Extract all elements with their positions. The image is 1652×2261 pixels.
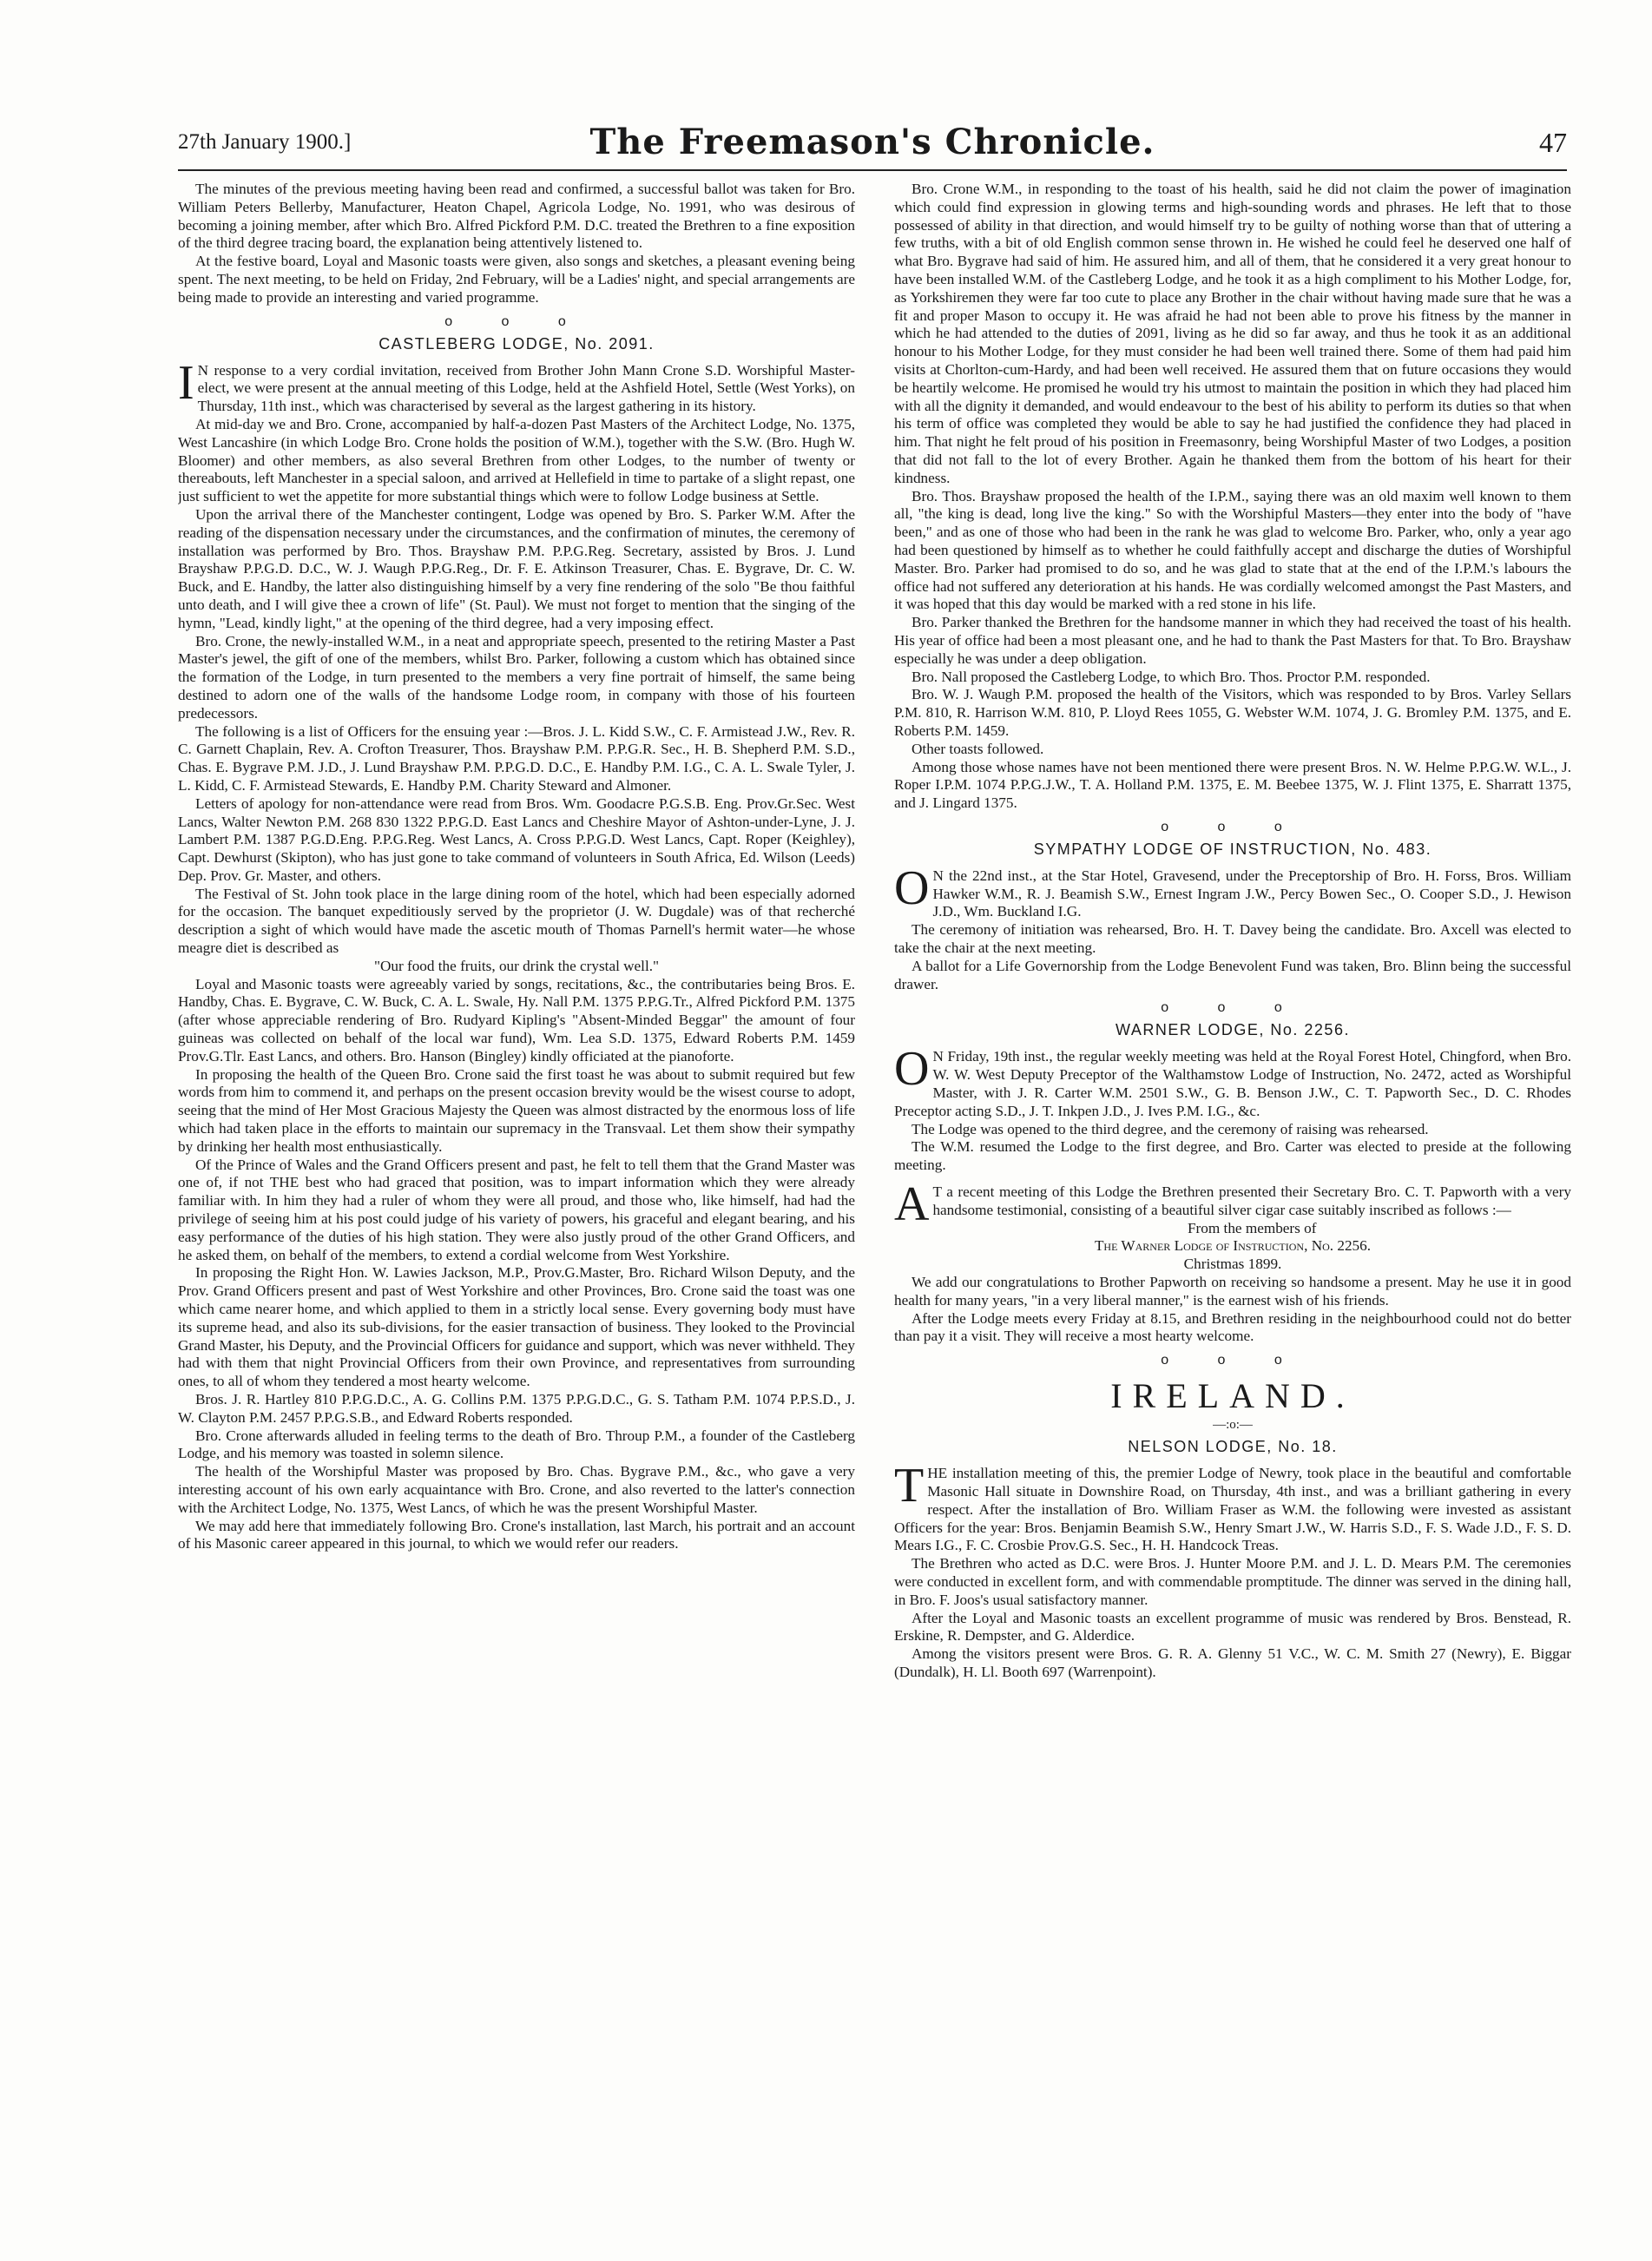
paragraph: Other toasts followed. (912, 740, 1044, 757)
section-separator: o o o (1161, 1353, 1305, 1368)
page-number: 47 (1539, 127, 1567, 158)
paragraph: Bro. Thos. Brayshaw proposed the health of the I.P.M., saying there was an old maxim well known to them all, "the king is dead, long live the king." So with the Worshipful Masters—they enter into the body of "have been," and as one of those who had been in the rank he was glad to welcome Bro. Parker, who, only a year ago had been questioned by himself as to whether he could faithfully accept and discharge the duties of Worshipful Master. Bro. Parker had promised to do so, and he was glad to state that at the end of the I.P.M.'s labours the office had not suffered any deterioration at his hands. He was cordially welcomed amongst the Past Masters, and it was hoped that this day would be marked with a red stone in his life. (894, 487, 1571, 613)
paragraph: After the Loyal and Masonic toasts an excellent programme of music was rendered by Bros. Benstead, R. Erskine, R. Dempster, and G. Alderdice. (894, 1609, 1571, 1645)
paragraph: The W.M. resumed the Lodge to the first degree, and Bro. Carter was elected to preside at the following meeting. (894, 1138, 1571, 1174)
drop-cap: T (894, 1459, 925, 1513)
paragraph: A T a recent meeting of this Lodge the Brethren presented their Secretary Bro. C. T. Papworth with a very handsome testimonial, consisting of a beautiful silver cigar case suitably inscribed as follows :— (894, 1177, 1571, 1232)
paragraph: Bro. Parker thanked the Brethren for the handsome manner in which they had received the toast of his health. His year of office had been a most pleasant one, and he had to thank the Past Masters for that. To Bro. Brayshaw especially he was under a deep obligation. (894, 614, 1571, 667)
paragraph: The following is a list of Officers for the ensuing year :—Bros. J. L. Kidd S.W., C. F. Armistead J.W., Rev. R. C. Garnett Chaplain, Rev. A. Crofton Treasurer, Thos. Brayshaw P.M. P.P.G.R. Sec., H. B. Shepherd P.M. S.D., Chas. E. Bygrave P.M. J.D., J. Lund Brayshaw P.M. P.P.G.D. D.C., E. Handby P.M. I.G., C. A. L. Swale Tyler, J. L. Kidd, C. F. Armistead Stewards, E. Handby P.M. Charity Steward and Almoner. (178, 722, 855, 794)
paragraph: In proposing the Right Hon. W. Lawies Jackson, M.P., Prov.G.Master, Bro. Richard Wilson Deputy, and the Prov. Grand Officers present and past of West Yorkshire and other Provinces, Bro. Crone said the toast was one which came nearer home, and which applied to them in a strictly local sense. Every governing body must have its supreme head, and also its sub-divisions, for the easier transaction of business. They looked to the Provincial Grand Master, his Deputy, and the Provincial Officers for guidance and support, which was never withheld. They had with them that night Provincial Officers from their own Province, and representatives from surrounding ones, to all of whom they tendered a most hearty welcome. (178, 1264, 855, 1390)
paragraph: The minutes of the previous meeting having been read and confirmed, a successful ballot was taken for Bro. William Peters Bellerby, Manufacturer, Heaton Chapel, Agricola Lodge, No. 1991, who was desirous of becoming a joining member, after which Bro. Alfred Pickford P.M. D.C. treated the Brethren to a fine exposition of the third degree tracing board, the explanation being attentively listened to. (178, 181, 855, 252)
sympathy-lodge-heading: SYMPATHY LODGE OF INSTRUCTION, No. 483. (1033, 840, 1432, 858)
paragraph: Bros. J. R. Hartley 810 P.P.G.D.C., A. G. Collins P.M. 1375 P.P.G.D.C., G. S. Tatham P.M. 1074 P.P.S.D., J. W. Clayton P.M. 2457 P.P.G.S.B., and Edward Roberts responded. (178, 1391, 855, 1426)
paragraph: THE installation meeting of this, the premier Lodge of Newry, took place in the beautiful and comfortable Masonic Hall situate in Downshire Road, on Thursday, 4th inst., and was a brilliant gathering in every respect. After the installation of Bro. William Fraser as W.M. the following were invested as assistant Officers for the year: Bros. Benjamin Beamish S.W., Henry Smart J.W., W. Harris S.D., F. S. Wade J.D., F. S. D. Mears I.G., F. C. Crosbie Prov.G.S. Sec., H. H. Handcock Treas. (894, 1459, 1571, 1554)
paragraph: The Brethren who acted as D.C. were Bros. J. Hunter Moore P.M. and J. L. D. Mears P.M. The ceremonies were conducted in excellent form, and with commendable promptitude. The dinner was served in the dining hall, in Bro. F. Joos's usual satisfactory manner. (894, 1555, 1571, 1608)
paragraph: Bro. Crone, the newly-installed W.M., in a neat and appropriate speech, presented to the retiring Master a Past Master's jewel, the gift of one of the members, whilst Bro. Parker, following a custom which has obtained since the formation of the Lodge, in turn presented to the members a very fine portrait of himself, the same being destined to adorn one of the walls of the handsome Lodge room, in company with those of his fourteen predecessors. (178, 632, 855, 722)
paragraph: We add our congratulations to Brother Papworth on receiving so handsome a present. May he use it in good health for many years, "in a very liberal manner," is the earnest wish of his friends. (894, 1274, 1571, 1308)
drop-cap: O (894, 1042, 930, 1097)
section-separator: o o o (1161, 819, 1305, 834)
paragraph: O N Friday, 19th inst., the regular weekly meeting was held at the Royal Forest Hotel, Chingford, when Bro. W. W. West Deputy Preceptor of the Walthamstow Lodge of Instruction, No. 2472, acted as Worshipful Master, with J. R. Carter W.M. 2501 S.W., G. B. Benson J.W., C. T. Papworth Sec., D. C. Rhodes Preceptor acting S.D., J. T. Inkpen J.D., J. Ives P.M. I.G., &c. (894, 1042, 1571, 1119)
paragraph: At the festive board, Loyal and Masonic toasts were given, also songs and sketches, a pleasant evening being spent. The next meeting, to be held on Friday, 2nd February, will be a Ladies' night, and special arrangements are being made to provide an interesting and varied programme. (178, 253, 855, 306)
paragraph: Upon the arrival there of the Manchester contingent, Lodge was opened by Bro. S. Parker W.M. After the reading of the dispensation necessary under the circumstances, and the confirmation of minutes, the ceremony of installation was performed by Bro. Thos. Brayshaw P.M. P.P.G.Reg. Secretary, assisted by Bros. J. Lund Brayshaw P.P.G.D. D.C., W. J. Waugh P.P.G.Reg., Dr. F. E. Atkinson Treasurer, Chas. E. Bygrave, Dr. C. W. Buck, and E. Handby, the latter also distinguishing himself by a very fine rendering of the solo "Be thou faithful unto death, and I will give thee a crown of life" (St. Paul). We must not forget to mention that the singing of the hymn, "Lead, kindly light," at the opening of the third degree, had a very imposing effect. (178, 505, 855, 631)
paragraph: Of the Prince of Wales and the Grand Officers present and past, he felt to tell them that the Grand Master was one of, if not THE best who had graced that position, was to impart information which they were already familiar with. In him they had a ruler of whom they were all proud, and those who, like himself, had had the privilege of seeing him at his post could judge of his variety of powers, his graceful and elegant bearing, and his easy performance of the duties of his high station. They were also justly proud of the other Grand Officers, and he asked them, on behalf of the members, to extend a cordial welcome from West Yorkshire. (178, 1156, 855, 1263)
right-column (894, 181, 1571, 2247)
ornament-divider: —:o:— (1213, 1418, 1253, 1433)
paragraph: After the Lodge meets every Friday at 8.15, and Brethren residing in the neighbourhood could not do better than pay it a visit. They will receive a most hearty welcome. (894, 1309, 1571, 1345)
section-separator: o o o (444, 313, 589, 329)
paragraph: Bro. Crone W.M., in responding to the toast of his health, said he did not claim the power of imagination which could find expression in glowing terms and high-sounding words and phrases. He left that to those possessed of ability in that direction, and would himself try to be guilty of nothing worse than that of uttering a few truths, with a bit of old English common sense thrown in. He wished he could feel he deserved one half of what Bro. Bygrave had said of him. He assured him, and all of them, that he considered it a very great honour to have been installed W.M. of the Castleberg Lodge, and he took it as a high compliment to his Mother Lodge, for, as Yorkshiremen they were far too cute to place any Brother in the chair without having made sure that he was a fit and proper Mason to occupy it. He was afraid he had not been able to prove his fitness by the manner in which he had attended to the duties of 2091, living as he did so far away, and thus he took it as an additional honour to his Mother Lodge, for they must consider he had been well trained there. Some of them had paid him visits at Chorlton-cum-Hardy, and had been well received. He assured them that on future occasions they would be heartily welcome. He promised he would try his utmost to maintain the position in which they had placed him with all the dignity it demanded, and would endeavour to the best of his ability to perform its duties so that when his term of office was completed they would be able to say he had justified the confidence they had placed in him. That night he felt proud of his position in Freemasonry, being Worshipful Master of two Lodges, a position that did not fall to the lot of every Brother. Again he thanked them from the bottom of his heart for their kindness. (894, 181, 1571, 486)
paragraph: The health of the Worshipful Master was proposed by Bro. Chas. Bygrave P.M., &c., who gave a very interesting account of his own early acquaintance with Bro. Crone, and also reverted to the latter's connection with the Architect Lodge, No. 1375, West Lancs, of which he was the present Worshipful Master. (178, 1463, 855, 1516)
paragraph: O N the 22nd inst., at the Star Hotel, Gravesend, under the Preceptorship of Bro. H. Forss, Bros. William Hawker W.M., R. J. Beamish S.W., Ernest Ingram J.W., Percy Bowen Sec., O. Cooper S.D., J. Hewison J.D., Wm. Buckland I.G. (894, 860, 1571, 920)
paragraph: At mid-day we and Bro. Crone, accompanied by half-a-dozen Past Masters of the Architect Lodge, No. 1375, West Lancashire (in which Lodge Bro. Crone holds the position of W.M.), together with the S.W. (Bro. Hugh W. Bloomer) and other members, as also several Brethren from other Lodges, to the number of twenty or thereabouts, left Manchester in a special saloon, and arrived at Hellefield in time to partake of a slight repast, one just sufficient to wet the appetite for more substantial things which were to follow Lodge business at Settle. (178, 415, 855, 505)
paragraph: Bro. Crone afterwards alluded in feeling terms to the death of Bro. Throup P.M., a founder of the Castleberg Lodge, and his memory was toasted in solemn silence. (178, 1427, 855, 1462)
section-separator: o o o (1161, 1000, 1305, 1016)
paragraph: Letters of apology for non-attendance were read from Bros. Wm. Goodacre P.G.S.B. Eng. Prov.Gr.Sec. West Lancs, Walter Newton P.M. 268 830 1322 P.P.G.D. East Lancs and Cheshire Mayor of Ashton-under-Lyne, J. J. Lambert P.M. 1387 P.G.D.Eng. P.P.G.Reg. West Lancs, A. Cross P.P.G.D. West Lancs, Capt. Roper (Keighley), Capt. Dewhurst (Skipton), who has just gone to take command of volunteers in South Africa, Ed. Wilson (Leeds) Dep. Prov. Gr. Master, and others. (178, 794, 855, 884)
paragraph: A ballot for a Life Governorship from the Lodge Benevolent Fund was taken, Bro. Blinn being the successful drawer. (894, 957, 1571, 992)
paragraph: Bro. W. J. Waugh P.M. proposed the health of the Visitors, which was responded to by Bros. Varley Sellars P.M. 810, R. Harrison W.M. 810, P. Lloyd Rees 1055, G. Webster W.M. 1074, J. G. Bromley P.M. 1375, and E. Roberts P.M. 1459. (894, 686, 1571, 739)
drop-cap: I (178, 355, 194, 410)
paragraph: The Lodge was opened to the third degree, and the ceremony of raising was rehearsed. (912, 1120, 1429, 1137)
publication-title: The Freemason's Chronicle. (589, 122, 1155, 162)
drop-cap: O (894, 860, 930, 915)
header-rule (178, 169, 1567, 171)
left-column (178, 181, 855, 2247)
nelson-lodge-heading: NELSON LODGE, No. 18. (1128, 1438, 1338, 1456)
inscription-line: Christmas 1899. (1183, 1256, 1282, 1273)
inscription-line: The Warner Lodge of Instruction, No. 2256. (1094, 1237, 1372, 1255)
paragraph: The Festival of St. John took place in the large dining room of the hotel, which had been especially adorned for the occasion. The banquet expeditiously served by the proprietor (J. W. Dugdale) was of that recherché description a sight of which would have made the ascetic mouth of Thomas Parnell's hermit water—he whose meagre diet is described as (178, 885, 855, 957)
drop-cap: A (894, 1177, 930, 1232)
issue-date: 27th January 1900.] (178, 130, 352, 154)
ireland-heading: IRELAND. (1110, 1376, 1355, 1416)
castleberg-lodge-heading: CASTLEBERG LODGE, No. 2091. (378, 334, 655, 353)
masthead (178, 122, 1567, 170)
paragraph: In proposing the health of the Queen Bro. Crone said the first toast he was about to submit required but few words from him to commend it, and perhaps on the present occasion brevity would be the wisest course to adopt, seeing that the mind of Her Most Gracious Majesty the Queen was almost distracted by the enormous loss of life which had taken place in the efforts to maintain our supremacy in the Transvaal. Let them show their sympathy by drinking her health most enthusiastically. (178, 1065, 855, 1155)
quotation: "Our food the fruits, our drink the crystal well." (373, 957, 660, 974)
warner-lodge-heading: WARNER LODGE, No. 2256. (1116, 1021, 1350, 1039)
paragraph: Bro. Nall proposed the Castleberg Lodge, to which Bro. Thos. Proctor P.M. responded. (912, 668, 1431, 685)
paragraph: The ceremony of initiation was rehearsed, Bro. H. T. Davey being the candidate. Bro. Axcell was elected to take the chair at the next meeting. (894, 921, 1571, 957)
paragraph: Among the visitors present were Bros. G. R. A. Glenny 51 V.C., W. C. M. Smith 27 (Newry), E. Biggar (Dundalk), H. Ll. Booth 697 (Warrenpoint). (894, 1645, 1571, 1680)
paragraph: We may add here that immediately following Bro. Crone's installation, last March, his portrait and an account of his Masonic career appeared in this journal, to which we would refer our readers. (178, 1517, 855, 1552)
paragraph: I N response to a very cordial invitation, received from Brother John Mann Crone S.D. Worshipful Master-elect, we were present at the annual meeting of this Lodge, held at the Ashfield Hotel, Settle (West Yorks), on Thursday, 11th inst., which was characterised by several as the largest gathering in its history. (178, 355, 855, 415)
inscription-line: From the members of (1188, 1219, 1317, 1236)
paragraph: Loyal and Masonic toasts were agreeably varied by songs, recitations, &c., the contributaries being Bros. E. Handby, Chas. E. Bygrave, C. W. Buck, C. A. L. Swale, Hy. Nall P.M. 1375 P.P.G.Tr., Alfred Pickford P.M. 1375 (after whose appreciable rendering of Bro. Rudyard Kipling's "Absent-Minded Beggar" the amount of four guineas was collected on behalf of the local war fund), Wm. Lea S.D. 1375, Edward Roberts P.M. 1459 Prov.G.Tlr. East Lancs, and others. Bro. Hanson (Bingley) kindly officiated at the pianoforte. (178, 975, 855, 1065)
paragraph: Among those whose names have not been mentioned there were present Bros. N. W. Helme P.P.G.W. W.L., J. Roper I.P.M. 1074 P.P.G.J.W., T. A. Holland P.M. 1375, E. M. Beebee 1375, W. J. Flint 1375, E. Sharratt 1375, and J. Lingard 1375. (894, 758, 1571, 812)
